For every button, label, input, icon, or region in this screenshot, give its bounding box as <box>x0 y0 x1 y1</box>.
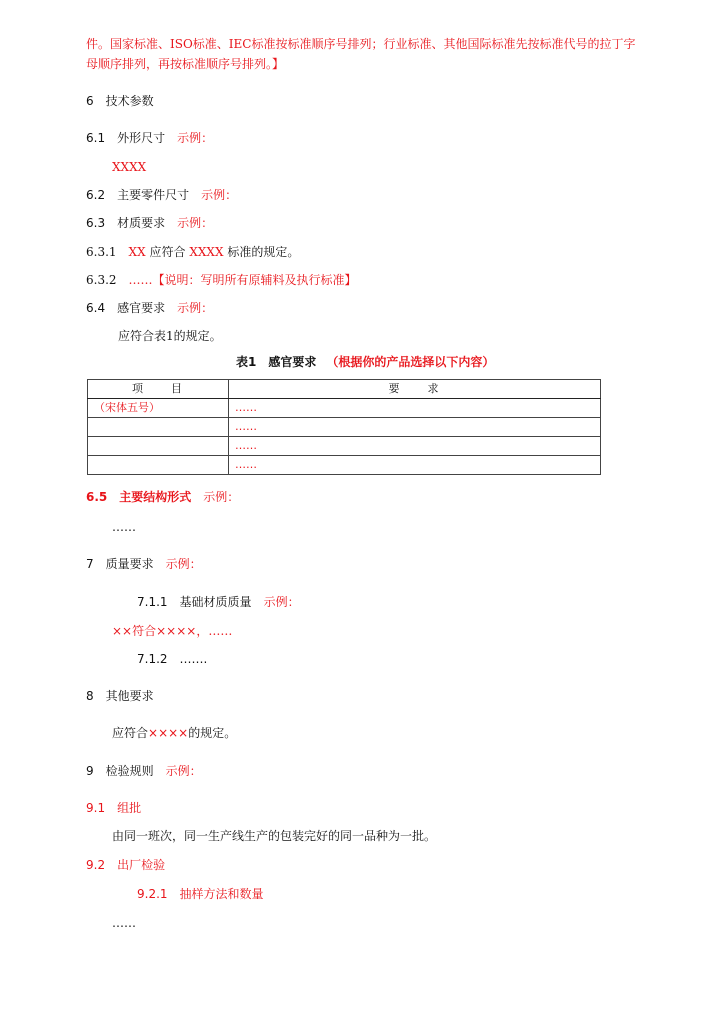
heading-6-4 <box>86 300 213 316</box>
section-number: 7.1.2 <box>137 652 168 666</box>
heading-9-2-1 <box>137 886 264 902</box>
example-label: 示例： <box>177 131 214 145</box>
heading-7-1-1 <box>137 594 300 610</box>
section-number: 6.1 <box>86 131 106 145</box>
body-6-1: XXXX <box>112 160 147 174</box>
section-title: 主要零件尺寸 <box>117 188 190 202</box>
cell <box>88 437 229 456</box>
heading-6-2 <box>86 187 237 203</box>
heading-9-2 <box>86 857 165 873</box>
cell <box>88 418 229 437</box>
section-number: 9.2.1 <box>137 887 168 901</box>
section-number: 6.4 <box>86 301 106 315</box>
text: 标准的规定。 <box>227 245 300 259</box>
example-label: 示例： <box>201 188 238 202</box>
section-number: 6.3.1 <box>86 245 117 259</box>
text: 应符合 <box>149 245 186 259</box>
note: ……【说明：写明所有原辅料及执行标准】 <box>128 273 357 287</box>
sensory-table <box>87 379 601 475</box>
section-number: 8 <box>86 689 94 703</box>
heading-7-1-2 <box>137 651 207 667</box>
example-label: 示例： <box>165 764 202 778</box>
section-title: 其他要求 <box>105 689 154 703</box>
section-number: 6.3 <box>86 216 106 230</box>
intro-line-1: 件。国家标准、ISO标准、IEC标准按标准顺序号排列；行业标准、其他国际标准先按标准代号的拉丁字 <box>86 37 636 51</box>
cell: …… <box>229 437 601 456</box>
section-number: 9.2 <box>86 858 106 872</box>
cell: …… <box>229 399 601 418</box>
cell: …… <box>229 456 601 475</box>
heading-9-1 <box>86 800 141 816</box>
clause-6-3-2 <box>86 272 357 288</box>
body-8 <box>112 725 236 741</box>
example-label: 示例： <box>177 301 214 315</box>
section-title: 出厂检验 <box>117 858 166 872</box>
heading-6-3 <box>86 215 213 231</box>
section-title: 技术参数 <box>105 94 154 108</box>
section-title: 抽样方法和数量 <box>179 887 264 901</box>
heading-7 <box>86 556 202 572</box>
caption-note: （根据你的产品选择以下内容） <box>326 355 495 369</box>
table-row <box>88 418 601 437</box>
body-6-4: 应符合表1的规定。 <box>118 329 222 343</box>
placeholder-xxxx: XXXX <box>189 245 224 259</box>
section-title: 质量要求 <box>105 557 154 571</box>
table-row <box>88 456 601 475</box>
cell <box>88 456 229 475</box>
section-number: 6.2 <box>86 188 106 202</box>
section-number: 6 <box>86 94 94 108</box>
section-number: 6.3.2 <box>86 273 117 287</box>
section-title: 感官要求 <box>117 301 166 315</box>
text: 的规定。 <box>188 726 237 740</box>
text: 应符合 <box>112 726 149 740</box>
heading-6 <box>86 93 154 109</box>
section-title: 检验规则 <box>105 764 154 778</box>
cell: （宋体五号） <box>88 399 229 418</box>
section-title: 组批 <box>117 801 142 815</box>
header-requirement: 要 求 <box>229 380 601 399</box>
section-title: 材质要求 <box>117 216 166 230</box>
section-number: 7 <box>86 557 94 571</box>
table-row <box>88 399 601 418</box>
heading-6-5 <box>86 489 239 505</box>
heading-8 <box>86 688 154 704</box>
caption-text: 表1 感官要求 <box>236 355 317 369</box>
example-label: 示例： <box>165 557 202 571</box>
placeholder-xx: XX <box>128 245 146 259</box>
header-item: 项 目 <box>88 380 229 399</box>
body-6-5: …… <box>112 520 136 534</box>
section-number: 9 <box>86 764 94 778</box>
cell: …… <box>229 418 601 437</box>
text: ……. <box>179 652 208 666</box>
section-number: 7.1.1 <box>137 595 168 609</box>
section-number: 6.5 <box>86 490 108 504</box>
table-caption <box>236 354 494 370</box>
body-9-2-1: …… <box>112 916 136 930</box>
example-label: 示例： <box>203 490 240 504</box>
clause-6-3-1 <box>86 244 299 260</box>
heading-6-1 <box>86 130 213 146</box>
body-7-1-1: ××符合××××，…… <box>112 624 233 638</box>
placeholder: ×××× <box>148 726 189 740</box>
example-label: 示例： <box>263 595 300 609</box>
section-title: 外形尺寸 <box>117 131 166 145</box>
table-header-row <box>88 380 601 399</box>
section-number: 9.1 <box>86 801 106 815</box>
heading-9 <box>86 763 202 779</box>
example-label: 示例： <box>177 216 214 230</box>
section-title: 主要结构形式 <box>119 490 192 504</box>
table-row <box>88 437 601 456</box>
intro-line-2: 母顺序排列，再按标准顺序号排列。】 <box>86 57 285 71</box>
body-9-1: 由同一班次，同一生产线生产的包装完好的同一品种为一批。 <box>112 829 437 843</box>
section-title: 基础材质质量 <box>179 595 252 609</box>
